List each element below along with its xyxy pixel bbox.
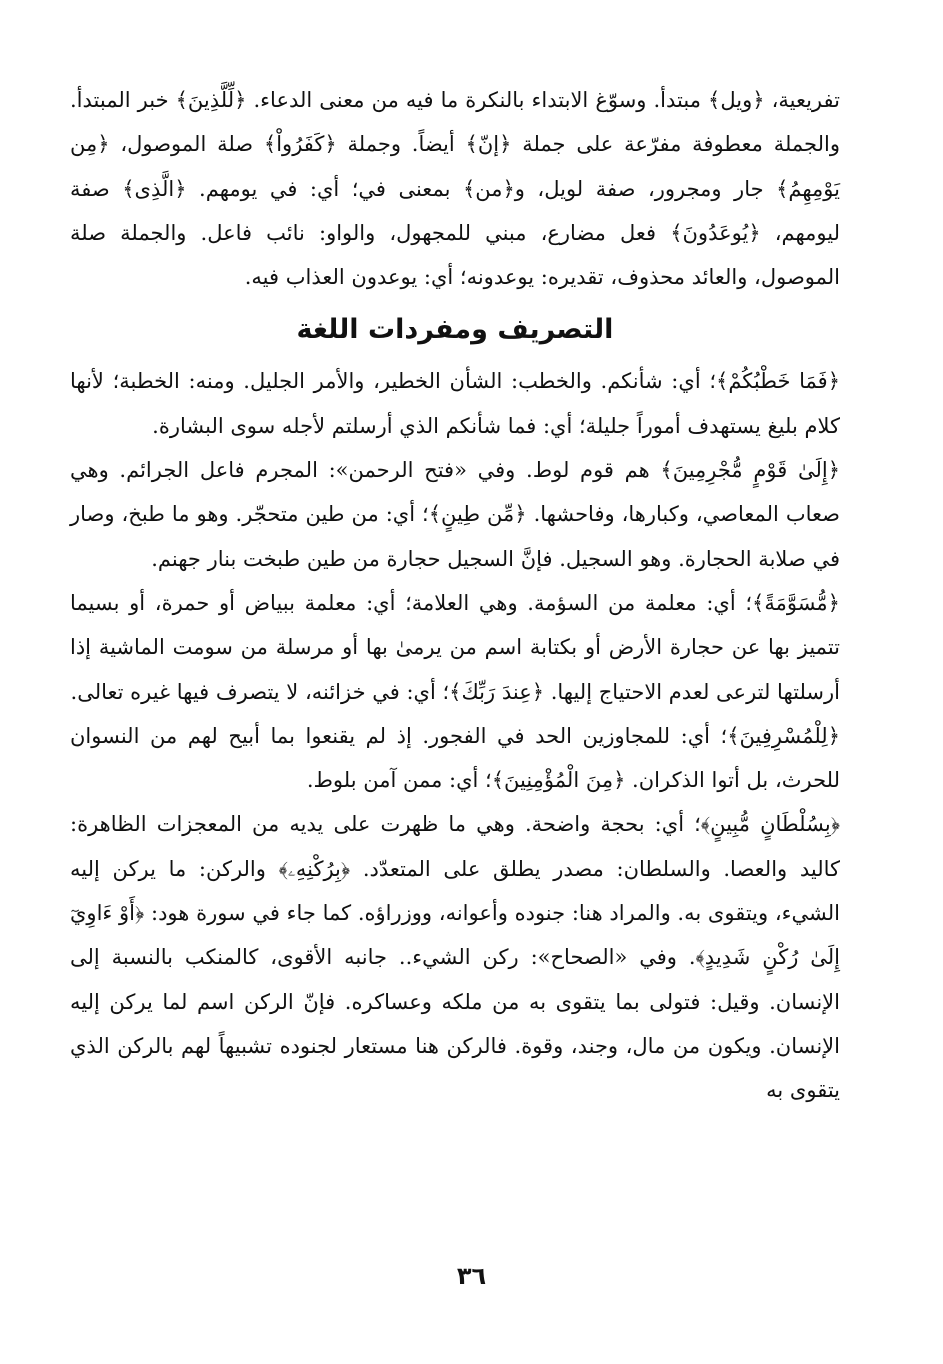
page-body [70,78,840,1113]
paragraph-musawwama: ﴿مُّسَوَّمَةً﴾؛ أي: معلمة من السؤمة. وهي العلامة؛ أي: معلمة ببياض أو حمرة، أو بسيما تتميز بها عن حجارة الأرض أو بكتابة اسم من يرمىٰ بها أو مرسلة من سومت الماشية إذا أرسلتها لترعى لعدم الاحتياج إليها. ﴿عِندَ رَبِّكَ﴾؛ أي: في خزائنه، لا يتصرف فيها غيره تعالى. [70,590,840,704]
page-number: ٣٦ [456,1262,487,1290]
paragraph-khatb: ﴿فَمَا خَطْبُكُمْ﴾؛ أي: شأنكم. والخطب: الشأن الخطير، والأمر الجليل. ومنه: الخطبة؛ لأنها كلام بليغ يستهدف أموراً جليلة؛ أي: فما شأنكم الذي أرسلتم لأجله سوى البشارة. [70,369,840,438]
intro-paragraph: تفريعية، ﴿ويل﴾ مبتدأ. وسوّغ الابتداء بالنكرة ما فيه من معنى الدعاء. ﴿لِّلَّذِينَ﴾ خبر المبتدأ. والجملة معطوفة مفرّعة على جملة ﴿إنّ﴾ أيضاً. وجملة ﴿كَفَرُواْ﴾ صلة الموصول، ﴿مِن يَوْمِهِمُ﴾ جار ومجرور، صفة لويل، و﴿من﴾ بمعنى في؛ أي: في يومهم. ﴿الَّذِى﴾ صفة ليومهم، ﴿يُوعَدُونَ﴾ فعل مضارع، مبني للمجهول، والواو: نائب فاعل. والجملة صلة الموصول، والعائد محذوف، تقديره: يوعدونه؛ أي: يوعدون العذاب فيه. [70,88,840,290]
section-heading: التصريف ومفردات اللغة [296,314,614,346]
paragraph-sultan-rukn: ﴿بِسُلْطَانٍ مُّبِينٍ﴾؛ أي: بحجة واضحة. وهي ما ظهرت على يديه من المعجزات الظاهرة: كاليد والعصا. والسلطان: مصدر يطلق على المتعدّد. ﴿بِرُكْنِهِۦ﴾ والركن: ما يركن إليه الشيء، ويتقوى به. والمراد هنا: جنوده وأعوانه، ووزراؤه. كما جاء في سورة هود: ﴿أَوْ ءَاوِيٓ إِلَىٰ رُكْنٍ شَدِيدٍ﴾. وفي «الصحاح»: ركن الشيء.. جانبه الأقوى، كالمنكب بالنسبة إلى الإنسان. وقيل: فتولى بما يتقوى به من ملكه وعساكره. فإنّ الركن اسم لما يركن إليه الإنسان. ويكون من مال، وجند، وقوة. فالركن هنا مستعار لجنوده تشبيهاً لهم بالركن الذي يتقوى به [70,812,840,1103]
paragraph-mujrimin: ﴿إِلَىٰ قَوْمٍ مُّجْرِمِينَ﴾ هم قوم لوط. وفي «فتح الرحمن»: المجرم فاعل الجرائم. وهي صعاب المعاصي، وكبارها، وفاحشها. ﴿مِّن طِينٍ﴾؛ أي: من طين متحجّر. وهو ما طبخ، وصار في صلابة الحجارة. وهو السجيل. فإنَّ السجيل حجارة من طين طبخت بنار جهنم. [70,458,840,571]
paragraph-musrifin: ﴿لِلْمُسْرِفِينَ﴾؛ أي: للمجاوزين الحد في الفجور. إذ لم يقنعوا بما أبيح لهم من النسوان للحرث، بل أتوا الذكران. ﴿مِنَ الْمُؤْمِنِينَ﴾؛ أي: ممن آمن بلوط. [70,723,840,793]
